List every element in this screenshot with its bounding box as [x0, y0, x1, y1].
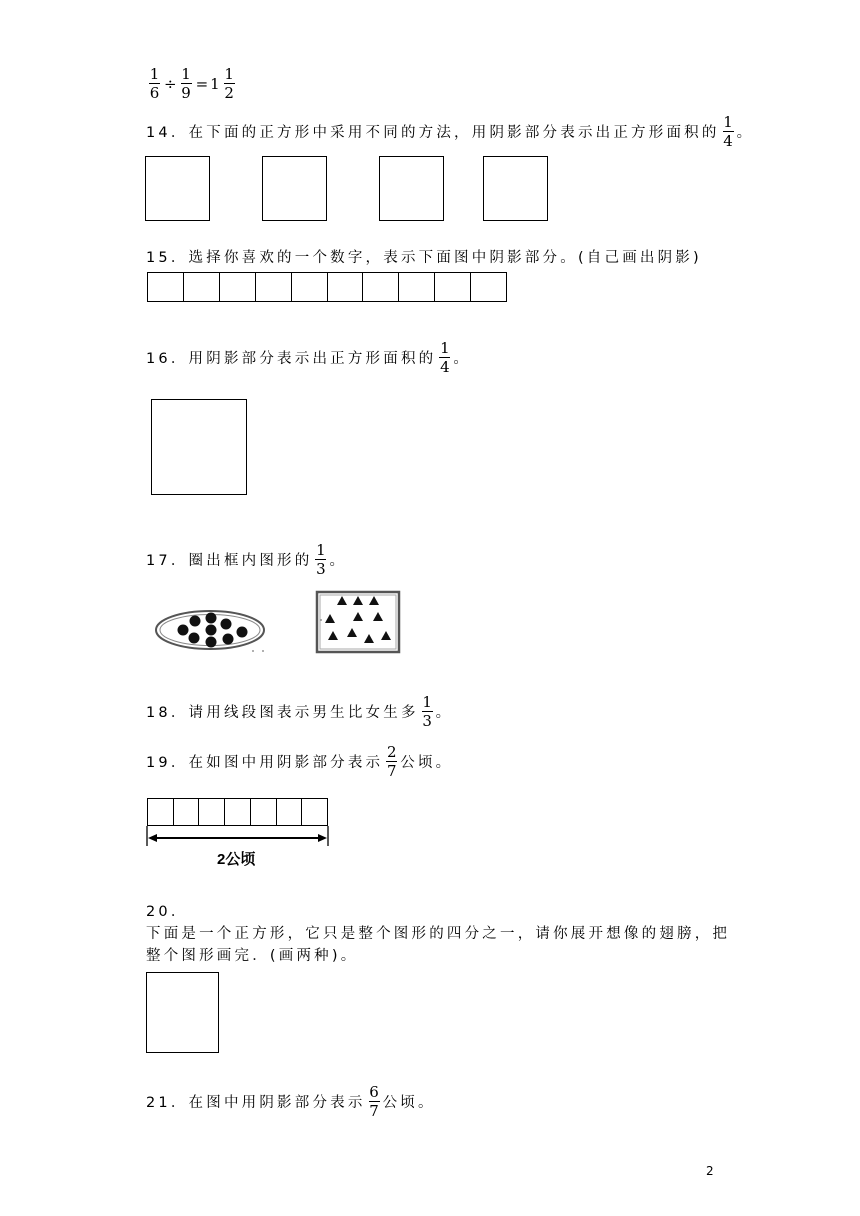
fraction: $\frac{1}{4}$: [440, 339, 450, 376]
strip-cell[interactable]: [148, 799, 174, 825]
question-text: 15．选择你喜欢的一个数字，表示下面图中阴影部分。(自己画出阴影): [146, 250, 702, 266]
dot: [221, 619, 232, 630]
fraction: $\frac{2}{7}$: [386, 743, 397, 780]
question-15: [146, 246, 702, 267]
question-text: 14．在下面的正方形中采用不同的方法，用阴影部分表示出正方形面积的: [146, 125, 720, 141]
equals-sign: =: [195, 74, 209, 93]
strip-cell[interactable]: [292, 273, 328, 301]
dot: [223, 634, 234, 645]
strip-cell[interactable]: [256, 273, 292, 301]
dot: [206, 637, 217, 648]
fraction: $\frac{1}{2}$: [224, 65, 234, 102]
question-number: 20．: [146, 904, 189, 920]
triangle: [325, 614, 335, 623]
fraction: $\frac{1}{3}$: [422, 693, 432, 730]
punctuation: 。: [329, 553, 348, 569]
strip-cell[interactable]: [251, 799, 277, 825]
punctuation: 。: [453, 351, 472, 367]
square-2[interactable]: [262, 156, 327, 221]
question-21: [146, 1084, 436, 1119]
triangle: [353, 596, 363, 605]
triangles-box[interactable]: [317, 592, 399, 652]
question-20-line2: [146, 944, 358, 965]
dot: [206, 613, 217, 624]
triangle: [364, 634, 374, 643]
triangle: [347, 628, 357, 637]
question-19: [146, 744, 453, 779]
quarter-square[interactable]: [146, 972, 219, 1053]
question-text: 下面是一个正方形，它只是整个图形的四分之一，请你展开想像的翅膀，把: [146, 926, 731, 942]
question-text: 17．圈出框内图形的: [146, 553, 313, 569]
ten-cell-strip[interactable]: [147, 272, 507, 302]
square-4[interactable]: [483, 156, 548, 221]
strip-cell[interactable]: [174, 799, 200, 825]
dots-oval[interactable]: [156, 611, 264, 652]
divide-sign: ÷: [164, 74, 177, 93]
strip-cell[interactable]: [471, 273, 506, 301]
question-text: 18．请用线段图表示男生比女生多: [146, 705, 419, 721]
dot: [237, 627, 248, 638]
whole-number: 1: [210, 74, 220, 93]
strip-cell[interactable]: [199, 799, 225, 825]
fraction: $\frac{1}{3}$: [316, 541, 326, 578]
double-arrow-icon: [145, 826, 331, 848]
square-1[interactable]: [145, 156, 210, 221]
strip-cell[interactable]: [363, 273, 399, 301]
fraction: $\frac{1}{9}$: [181, 65, 191, 102]
dot: [189, 633, 200, 644]
question-20-number: [146, 900, 189, 921]
dot: [190, 616, 201, 627]
question-14: [146, 114, 754, 149]
strip-cell[interactable]: [220, 273, 256, 301]
strip-cell[interactable]: [184, 273, 220, 301]
triangle: [337, 596, 347, 605]
fraction: $\frac{1}{6}$: [149, 65, 160, 102]
punctuation: 。: [736, 125, 755, 141]
square-3[interactable]: [379, 156, 444, 221]
page-number: 2: [706, 1164, 714, 1178]
strip-cell[interactable]: [435, 273, 471, 301]
total-area-label: 2公顷: [217, 851, 256, 868]
question-16: [146, 340, 471, 375]
unit-text: 公顷。: [400, 755, 454, 771]
question-17: [146, 542, 347, 577]
question-text: 整个图形画完．(画两种)。: [146, 948, 359, 964]
question-text: 19．在如图中用阴影部分表示: [146, 755, 384, 771]
question-text: 21．在图中用阴影部分表示: [146, 1095, 366, 1111]
seven-cell-strip[interactable]: [147, 798, 328, 826]
q17-figures: [150, 588, 405, 658]
dot: [178, 625, 189, 636]
question-text: 16．用阴影部分表示出正方形面积的: [146, 351, 437, 367]
question-18: [146, 694, 453, 729]
square-large[interactable]: [151, 399, 247, 495]
triangle: [373, 612, 383, 621]
triangle: [381, 631, 391, 640]
triangle: [369, 596, 379, 605]
fraction: $\frac{1}{4}$: [723, 113, 733, 150]
triangle: [328, 631, 338, 640]
fraction: $\frac{6}{7}$: [369, 1083, 379, 1120]
question-20-line1: [146, 922, 730, 943]
equation-line: [146, 66, 238, 101]
triangle: [353, 612, 363, 621]
strip-cell[interactable]: [399, 273, 435, 301]
punctuation: 。: [435, 705, 454, 721]
strip-cell[interactable]: [302, 799, 327, 825]
dot: [206, 625, 217, 636]
strip-cell[interactable]: [225, 799, 251, 825]
unit-text: 公顷。: [382, 1095, 436, 1111]
strip-cell[interactable]: [277, 799, 303, 825]
strip-cell[interactable]: [148, 273, 184, 301]
strip-cell[interactable]: [328, 273, 364, 301]
